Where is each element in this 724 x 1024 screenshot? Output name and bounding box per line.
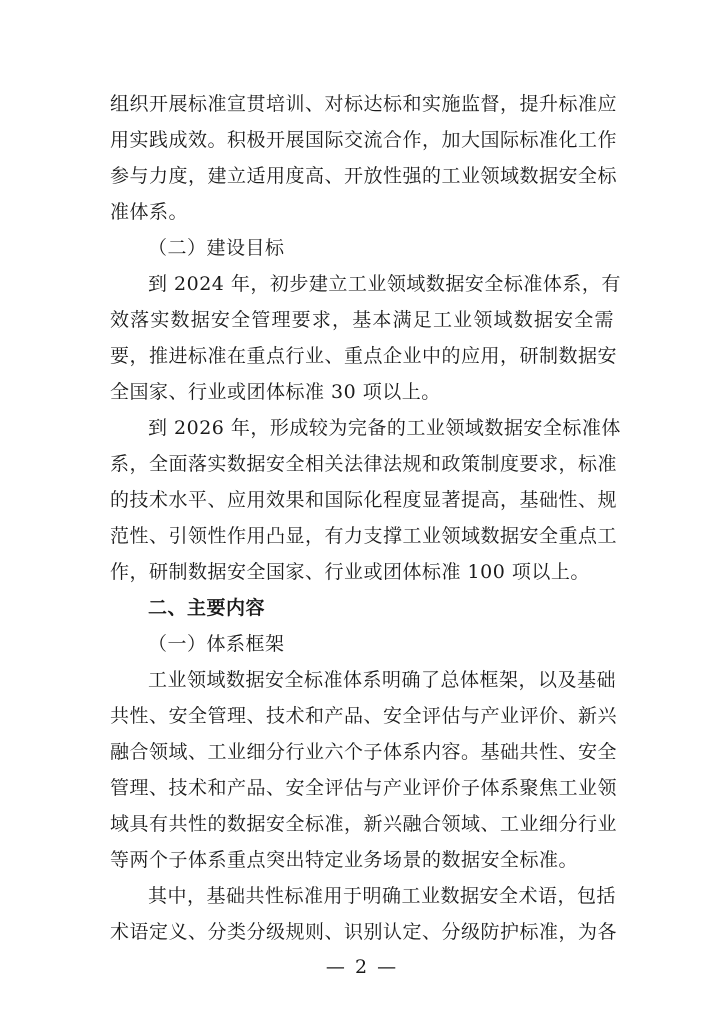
text-line: 术语定义、分类分级规则、识别认定、分级防护标准，为各: [110, 921, 618, 943]
text-line: 等两个子体系重点突出特定业务场景的数据安全标准。: [110, 849, 579, 871]
text-line: 域具有共性的数据安全标准，新兴融合领域、工业细分行业: [110, 813, 618, 835]
page-number: — 2 —: [325, 956, 399, 978]
text-line: 管理、技术和产品、安全评估与产业评价子体系聚焦工业领: [110, 777, 618, 799]
text-line: 范性、引领性作用凸显，有力支撑工业领域数据安全重点工: [110, 525, 618, 547]
text-line: 系，全面落实数据安全相关法律法规和政策制度要求，标准: [110, 453, 618, 475]
text-line: 用实践成效。积极开展国际交流合作，加大国际标准化工作: [110, 129, 618, 151]
text-line: 准体系。: [110, 201, 189, 223]
section-heading-main-content: 二、主要内容: [148, 597, 266, 619]
text-line: 融合领域、工业细分行业六个子体系内容。基础共性、安全: [110, 741, 618, 763]
text-line: 效落实数据安全管理要求，基本满足工业领域数据安全需: [110, 309, 614, 331]
text-line: 要，推进标准在重点行业、重点企业中的应用，研制数据安: [110, 345, 618, 367]
text-line: 其中，基础共性标准用于明确工业数据安全术语，包括: [148, 885, 617, 907]
text-line: 参与力度，建立适用度高、开放性强的工业领域数据安全标: [110, 165, 618, 187]
section-heading-goal: （二）建设目标: [148, 237, 285, 259]
text-line: 到 2026 年，形成较为完备的工业领域数据安全标准体: [148, 417, 621, 439]
text-line: 作，研制数据安全国家、行业或团体标准 100 项以上。: [110, 561, 590, 583]
section-heading-framework: （一）体系框架: [148, 633, 285, 655]
text-line: 到 2024 年，初步建立工业领域数据安全标准体系，有: [148, 273, 621, 295]
text-line: 共性、安全管理、技术和产品、安全评估与产业评价、新兴: [110, 705, 618, 727]
text-line: 的技术水平、应用效果和国际化程度显著提高，基础性、规: [110, 489, 618, 511]
text-line: 工业领域数据安全标准体系明确了总体框架，以及基础: [148, 669, 617, 691]
text-line: 组织开展标准宣贯培训、对标达标和实施监督，提升标准应: [110, 93, 618, 115]
text-line: 全国家、行业或团体标准 30 项以上。: [110, 381, 441, 403]
